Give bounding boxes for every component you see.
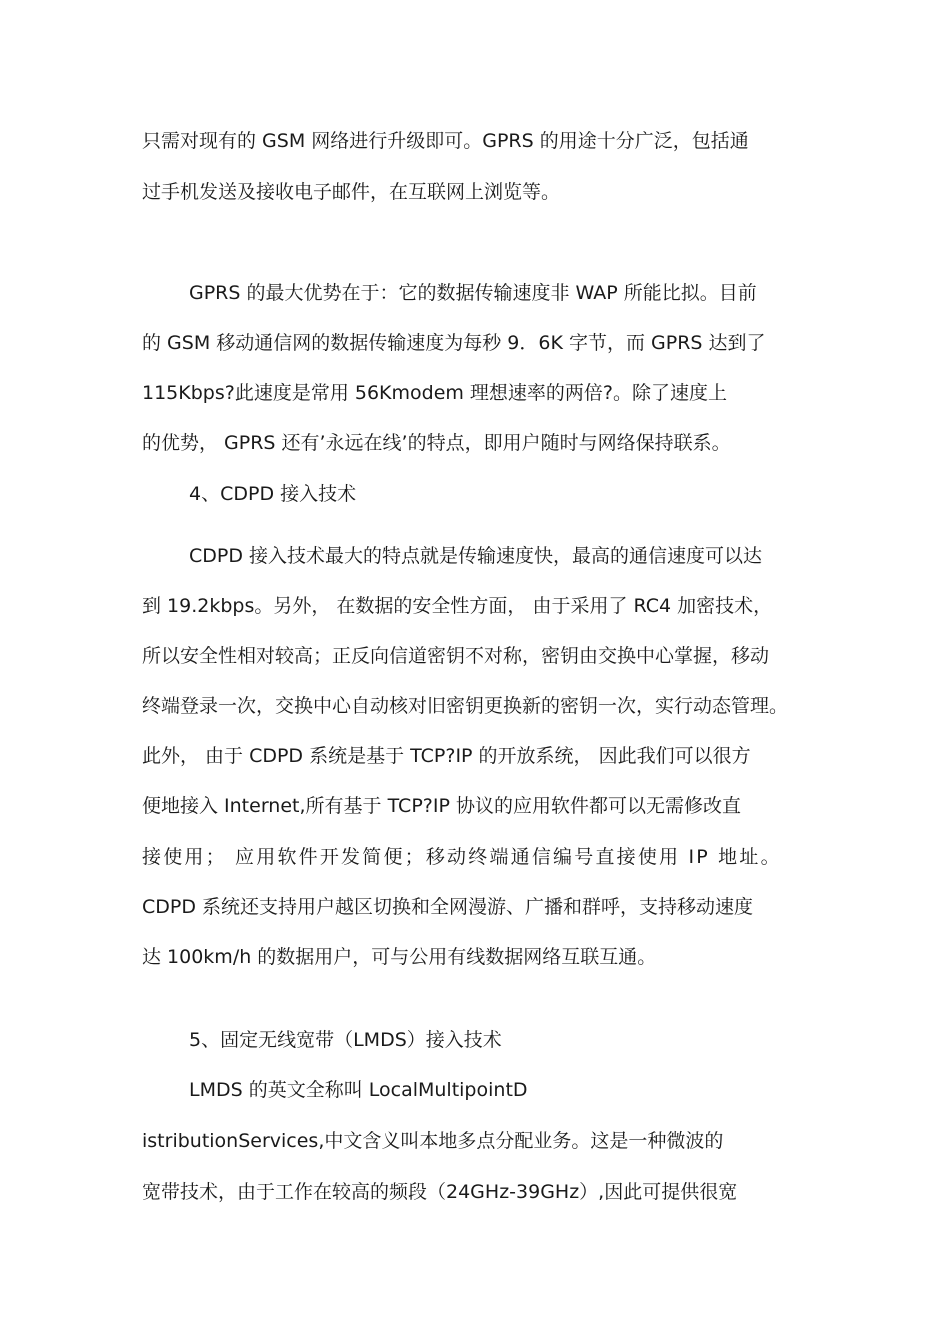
text-line: 便地接入 Internet,所有基于 TCP?IP 协议的应用软件都可以无需修改直 [142,795,741,817]
text-line: 的优势， GPRS 还有’永远在线’的特点，即用户随时与网络保持联系。 [142,432,731,454]
text-line: 终端登录一次，交换中心自动核对旧密钥更换新的密钥一次，实行动态管理。 [142,695,789,717]
text-line: 此外， 由于 CDPD 系统是基于 TCP?IP 的开放系统， 因此我们可以很方 [142,745,751,767]
text-line: istributionServices,中文含义叫本地多点分配业务。这是一种微波的 [142,1130,724,1152]
text-line: 所以安全性相对较高；正反向信道密钥不对称，密钥由交换中心掌握，移动 [142,645,770,667]
text-line: 达 100km/h 的数据用户，可与公用有线数据网络互联互通。 [142,946,657,968]
text-line: 只需对现有的 GSM 网络进行升级即可。GPRS 的用途十分广泛，包括通 [142,130,749,152]
paragraph-start-line: CDPD 接入技术最大的特点就是传输速度快，最高的通信速度可以达 [189,545,763,567]
text-line: 115Kbps?此速度是常用 56Kmodem 理想速率的两倍?。除了速度上 [142,382,728,404]
text-line: 到 19.2kbps。另外， 在数据的安全性方面， 由于采用了 RC4 加密技术， [142,595,773,617]
section-heading: 4、CDPD 接入技术 [189,483,357,505]
text-line: CDPD 系统还支持用户越区切换和全网漫游、广播和群呼，支持移动速度 [142,896,754,918]
text-line: 过手机发送及接收电子邮件，在互联网上浏览等。 [142,181,561,203]
section-heading: 5、固定无线宽带（LMDS）接入技术 [189,1029,502,1051]
text-line: 的 GSM 移动通信网的数据传输速度为每秒 9．6K 字节，而 GPRS 达到了 [142,332,766,354]
text-line: 宽带技术，由于工作在较高的频段（24GHz-39GHz）,因此可提供很宽 [142,1181,738,1203]
paragraph-start-line: LMDS 的英文全称叫 LocalMultipointD [189,1079,528,1101]
paragraph-start-line: GPRS 的最大优势在于：它的数据传输速度非 WAP 所能比拟。目前 [189,282,757,304]
text-line: 接使用； 应用软件开发简便；移动终端通信编号直接使用 IP 地址。 [142,846,782,868]
